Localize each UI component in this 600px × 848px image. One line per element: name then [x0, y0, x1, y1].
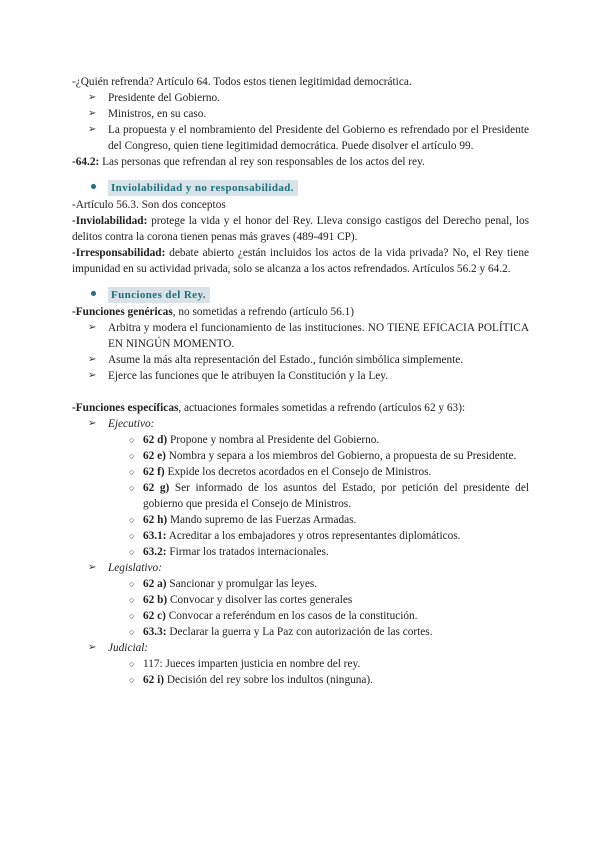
circle-bullet-icon: ○: [129, 675, 135, 685]
arrow-bullet-icon: ➢: [88, 562, 97, 573]
arrow-bullet-icon: ➢: [88, 124, 97, 135]
circle-bullet-icon: ○: [129, 611, 135, 621]
list-item: ○ 62 f) Expide los decretos acordados en el Consejo de Ministros.: [129, 466, 432, 478]
circle-bullet-icon: ○: [129, 483, 135, 493]
arrow-bullet-icon: ➢: [88, 418, 97, 429]
bullet-dot-icon: [91, 184, 96, 189]
arrow-bullet-icon: ➢: [88, 642, 97, 653]
list-item: ○ 63.2: Firmar los tratados internacionales.: [129, 546, 329, 558]
list-item: ○ 63.1: Acreditar a los embajadores y otros representantes diplomáticos.: [129, 530, 461, 542]
list-item: ○ 62 i) Decisión del rey sobre los indultos (ninguna).: [129, 674, 373, 686]
bullet-dot-icon: [91, 291, 96, 296]
list-item: ○ 62 d) Propone y nombra al Presidente del Gobierno.: [129, 434, 380, 446]
refrenda-question: -¿Quién refrenda? Artículo 64. Todos estos tienen legitimidad democrática.: [72, 76, 412, 88]
arrow-bullet-icon: ➢: [88, 92, 97, 103]
circle-bullet-icon: ○: [129, 515, 135, 525]
circle-bullet-icon: ○: [129, 595, 135, 605]
list-item: ○ 62 c) Convocar a referéndum en los casos de la constitución.: [129, 610, 418, 622]
list-item: ➢ Ministros, en su caso.: [88, 108, 207, 120]
circle-bullet-icon: ○: [129, 467, 135, 477]
circle-bullet-icon: ○: [129, 435, 135, 445]
circle-bullet-icon: ○: [129, 451, 135, 461]
article-56-3: -Artículo 56.3. Son dos conceptos: [72, 199, 226, 211]
list-item: ○ 62 b) Convocar y disolver las cortes generales: [129, 594, 353, 606]
list-item: ➢ Asume la más alta representación del Estado., función simbólica simplemente.: [88, 354, 464, 366]
circle-bullet-icon: ○: [129, 531, 135, 541]
group-ejecutivo: ➢ Ejecutivo:: [88, 418, 155, 430]
list-item: ○ 117: Jueces imparten justicia en nombre del rey.: [129, 658, 361, 670]
list-item: ○ 62 a) Sancionar y promulgar las leyes.: [129, 578, 318, 590]
arrow-bullet-icon: ➢: [88, 322, 97, 333]
arrow-bullet-icon: ➢: [88, 354, 97, 365]
list-item: ➢ Ejerce las funciones que le atribuyen la Constitución y la Ley.: [88, 370, 389, 382]
list-item: ○ 62 h) Mando supremo de las Fuerzas Armadas.: [129, 514, 357, 526]
irresponsabilidad-paragraph: -Irresponsabilidad: debate abierto ¿están incluidos los actos de la vida privada? No, el Rey tiene impunidad en su actividad privada, solo se alcanza a los actos refrendados. Artículos 56.2 y 64.2.: [72, 247, 529, 275]
inviolabilidad-paragraph: -Inviolabilidad: protege la vida y el honor del Rey. Lleva consigo castigos del Derecho penal, los delitos contra la corona tienen penas más graves (489-491 CP).: [72, 215, 529, 243]
arrow-bullet-icon: ➢: [88, 370, 97, 381]
article-64-2: -64.2: Las personas que refrendan al rey son responsables de los actos del rey.: [72, 156, 425, 168]
group-legislativo: ➢ Legislativo:: [88, 562, 162, 574]
list-item: ➢ Presidente del Gobierno.: [88, 92, 220, 104]
list-item: ➢ Arbitra y modera el funcionamiento de las instituciones. NO TIENE EFICACIA POLÍTICA EN NINGÚN MOMENTO.: [88, 322, 529, 350]
arrow-bullet-icon: ➢: [88, 108, 97, 119]
circle-bullet-icon: ○: [129, 547, 135, 557]
list-item: ➢ La propuesta y el nombramiento del Presidente del Gobierno es refrendado por el Presidente del Congreso, quien tiene legitimidad democrática. Puede disolver el artículo 99.: [88, 124, 529, 152]
list-item: ○ 63.3: Declarar la guerra y La Paz con autorización de las cortes.: [129, 626, 433, 638]
funciones-genericas: -Funciones genéricas, no sometidas a refrendo (artículo 56.1): [72, 306, 355, 318]
section-heading-funciones: Funciones del Rey.: [72, 287, 529, 303]
blank-line: [72, 384, 529, 400]
circle-bullet-icon: ○: [129, 627, 135, 637]
funciones-especificas: -Funciones específicas, actuaciones formales sometidas a refrendo (artículos 62 y 63):: [72, 402, 466, 414]
page-content: [72, 74, 529, 688]
circle-bullet-icon: ○: [129, 579, 135, 589]
list-item: ○ 62 e) Nombra y separa a los miembros del Gobierno, a propuesta de su Presidente.: [129, 450, 517, 462]
circle-bullet-icon: ○: [129, 659, 135, 669]
group-judicial: ➢ Judicial:: [88, 642, 149, 654]
section-heading-inviolabilidad: Inviolabilidad y no responsabilidad.: [72, 180, 529, 196]
list-item: ○ 62 g) Ser informado de los asuntos del Estado, por petición del presidente del gobierno que presida el Consejo de Ministros.: [129, 482, 529, 510]
